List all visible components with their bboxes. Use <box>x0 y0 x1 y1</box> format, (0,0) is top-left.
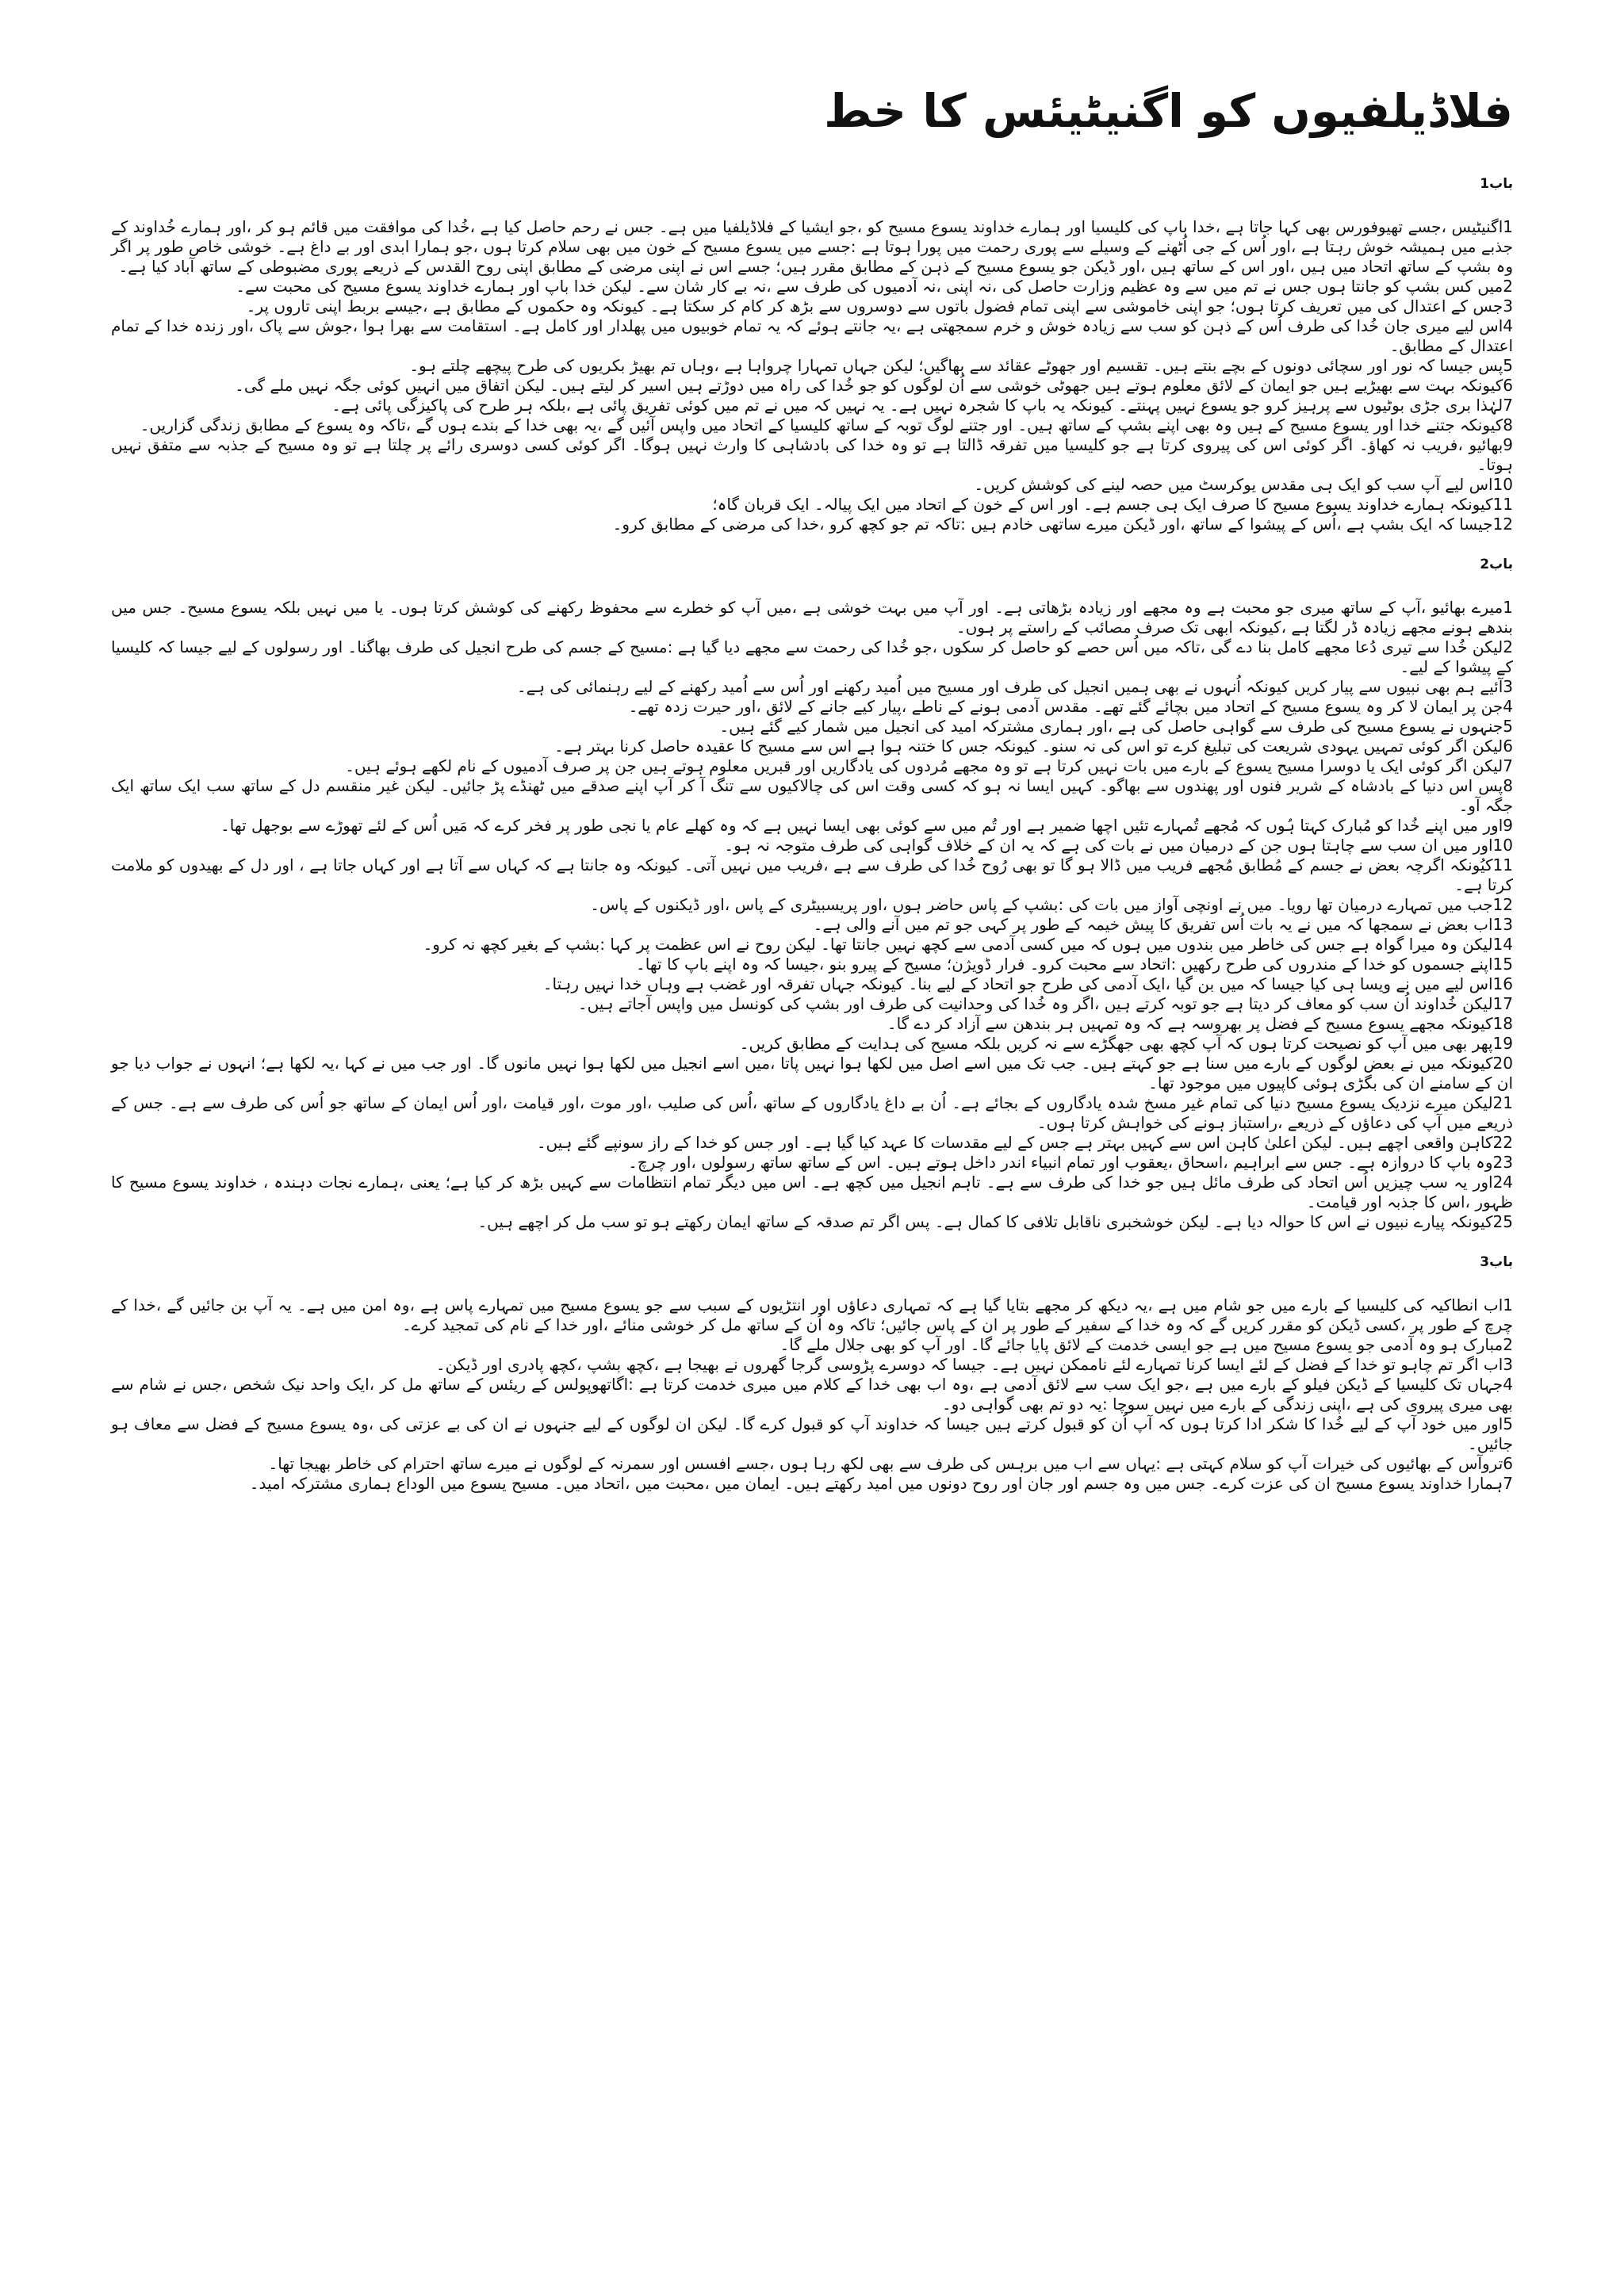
verse: 6تروآس کے بھائیوں کی خیرات آپ کو سلام کہتی ہے :یہاں سے اب میں برہس کی طرف سے بھی لکھ رہا ہوں ،جسے افسس اور سمرنہ کے لوگوں نے میرے ساتھ احترام کی خاطر بھیجا تھا۔ <box>268 1454 1513 1473</box>
verse: 21لیکن میرے نزدیک یسوع مسیح دنیا کی تمام غیر مسخ شدہ یادگاروں کے بجائے ہے۔ اُن بے داغ یادگاروں کے ساتھ ،اُس کی صلیب ،اور موت ،اور قیامت ،اور اُس ایمان کے ساتھ جو اُس کی طرف سے ہے۔ جس کے ذریعے میں آپ کی دعاؤں کے ذریعے ،راستباز ہونے کی خواہش کرتا ہوں۔ <box>111 1093 1513 1132</box>
verse: 25کیونکہ پیارے نبیوں نے اس کا حوالہ دیا ہے۔ لیکن خوشخبری ناقابل تلافی کا کمال ہے۔ پس اگر تم صدقہ کے ساتھ ایمان رکھتے ہو تو سب مل کر اچھے ہیں۔ <box>477 1212 1513 1231</box>
verse: 9اور میں اپنے خُدا کو مُبارک کہتا ہُوں کہ مُجھے تُمہارے تئیں اچھا ضمیر ہے اور تُم میں سے کوئی بھی ایسا نہیں ہے کہ وہ کھلے عام یا نجی طور پر فخر کرے کہ مَیں اُس کے لئے تھوڑے سے بوجھل تھا۔ <box>220 816 1513 835</box>
document-title: فلاڈیلفیوں کو اگنیٹیئس کا خط <box>824 84 1513 138</box>
chapter-2 <box>111 555 1513 1232</box>
verse: 11کیونکہ ہمارے خداوند یسوع مسیح کا صرف ایک ہی جسم ہے۔ اور اس کے خون کے اتحاد میں ایک پیالہ۔ ایک قربان گاہ؛ <box>712 495 1513 514</box>
chapter-heading: باب3 <box>1480 1254 1513 1270</box>
verse: 13اب بعض نے سمجھا کہ میں نے یہ بات اُس تفریق کا پیش خیمہ کے طور پر کہی جو تم میں آنے والی ہے۔ <box>813 915 1513 934</box>
chapter-3 <box>111 1253 1513 1494</box>
chapter-separator <box>111 534 1513 555</box>
verse: 8پس اس دنیا کے بادشاہ کے شریر فنوں اور پھندوں سے بھاگو۔ کہیں ایسا نہ ہو کہ کسی وقت اس کی چالاکیوں سے تنگ آ کر آپ اپنے صدقے میں ٹھنڈے پڑ جائیں۔ لیکن غیر منقسم دل کے ساتھ سب ایک ساتھ ایک جگہ آو۔ <box>111 776 1513 815</box>
verse: 19پھر بھی میں آپ کو نصیحت کرتا ہوں کہ آپ کچھ بھی جھگڑے سے نہ کریں بلکہ مسیح کی ہدایت کے مطابق کریں۔ <box>739 1034 1513 1053</box>
verse: 23وہ باپ کا دروازہ ہے۔ جس سے ابراہیم ،اسحاق ،یعقوب اور تمام انبیاء اندر داخل ہوتے ہیں۔ اس کے ساتھ ساتھ رسولوں ،اور چرچ۔ <box>628 1153 1513 1172</box>
chapter-separator <box>111 1232 1513 1253</box>
verse: 17لیکن خُداوند اُن سب کو معاف کر دیتا ہے جو توبہ کرتے ہیں ،اگر وہ خُدا کی وحدانیت کی طرف اور بشپ کی کونسل میں واپس آجاتے ہیں۔ <box>577 994 1513 1013</box>
verse: 7لہٰذا بری جڑی بوٹیوں سے پرہیز کرو جو یسوع نہیں پہنتے۔ کیونکہ یہ باپ کا شجرہ نہیں ہے۔ یہ نہیں کہ میں نے تم میں کوئی تفریق پائی ہے ،بلکہ ہر طرح کی پاکیزگی پائی ہے۔ <box>331 396 1513 415</box>
verse: 4جن پر ایمان لا کر وہ یسوع مسیح کے اتحاد میں بچائے گئے تھے۔ مقدس آدمی ہونے کے ناطے ،پیار کیے جانے کے لائق ،اور حیرت زدہ تھے۔ <box>628 697 1513 716</box>
verse: 20کیونکہ میں نے بعض لوگوں کے بارے میں سنا ہے جو کہتے ہیں۔ جب تک میں اسے اصل میں لکھا ہوا نہیں پاتا ،میں اسے انجیل میں لکھا ہوا نہیں مانوں گا۔ اور جب میں نے کہا ،یہ لکھا ہے؛ انہوں نے جواب دیا جو ان کے سامنے ان کی بگڑی ہوئی کاپیوں میں موجود تھا۔ <box>111 1054 1513 1093</box>
chapters-container <box>111 174 1513 1494</box>
chapter-heading: باب2 <box>1480 557 1513 572</box>
verse: 2لیکن خُدا سے تیری دُعا مجھے کامل بنا دے گی ،تاکہ میں اُس حصے کو حاصل کر سکوں ،جو خُدا کی رحمت سے مجھے دیا گیا ہے :مسیح کے جسم کی طرح انجیل کی طرف بھاگنا۔ اور رسولوں کے لیے جیسا کہ کلیسیا کے پیشوا کے لیے۔ <box>111 637 1513 676</box>
chapter-heading: باب1 <box>1480 176 1513 192</box>
verse: 14لیکن وہ میرا گواہ ہے جس کی خاطر میں بندوں میں ہوں کہ میں کسی آدمی سے کچھ نہیں جانتا تھا۔ لیکن روح نے اس عظمت پر کہا :بشپ کے بغیر کچھ نہ کرو۔ <box>423 935 1513 954</box>
verse: 2میں کس بشپ کو جانتا ہوں جس نے تم میں سے وہ عظیم وزارت حاصل کی ،نہ اپنی ،نہ آدمیوں کی طرف سے ،نہ بے کار شان سے۔ لیکن خدا باپ اور ہمارے خداوند یسوع مسیح کی محبت سے۔ <box>236 277 1513 296</box>
verse: 3آئیے ہم بھی نبیوں سے پیار کریں کیونکہ اُنہوں نے بھی ہمیں انجیل کی طرف اور مسیح میں اُمید رکھنے اور اُس سے اُمید رکھنے کے لیے رہنمائی کی ہے۔ <box>516 677 1513 696</box>
verse: 15اپنے جسموں کو خدا کے مندروں کی طرح رکھیں :اتحاد سے محبت کرو۔ فرار ڈویژن؛ مسیح کے پیرو بنو ،جیسا کہ وہ اپنے باپ کا تھا۔ <box>636 955 1513 974</box>
verse: 6لیکن اگر کوئی تمہیں یہودی شریعت کی تبلیغ کرے تو اس کی نہ سنو۔ کیونکہ جس کا ختنہ ہوا ہے اس سے مسیح کا عقیدہ حاصل کرنا بہتر ہے۔ <box>554 737 1513 756</box>
verse: 1میرے بھائیو ،آپ کے ساتھ میری جو محبت ہے وہ مجھے اور زیادہ بڑھاتی ہے۔ اور آپ میں بہت خوشی ہے ،میں آپ کو خطرے سے محفوظ رکھنے کی کوشش کرتا ہوں۔ یا میں نہیں بلکہ یسوع مسیح۔ جس میں بندھے ہونے مجھے زیادہ ڈر لگتا ہے ،کیونکہ ابھی تک صرف مصائب کے راستے پر ہوں۔ <box>111 598 1513 637</box>
verse: 7لیکن اگر کوئی ایک یا دوسرا مسیح یسوع کے بارے میں بات نہیں کرتا ہے تو وہ مجھے مُردوں کی یادگاریں اور قبریں معلوم ہوتے ہیں جن پر صرف آدمیوں کے نام لکھے ہوئے ہیں۔ <box>345 756 1513 775</box>
verse: 4اس لیے میری جان خُدا کی طرف اُس کے ذہن کو سب سے زیادہ خوش و خرم سمجھتی ہے ،یہ جانتے ہوئے کہ یہ تمام خوبیوں میں پھلدار اور کامل ہے۔ استقامت سے بھرا ہوا ،جوش سے پاک ،اور زندہ خدا کے تمام اعتدال کے مطابق۔ <box>111 316 1513 355</box>
verse: 9بھائیو ،فریب نہ کھاؤ۔ اگر کوئی اس کی پیروی کرتا ہے جو کلیسیا میں تفرقہ ڈالتا ہے تو وہ خدا کی بادشاہی کا وارث نہیں ہوگا۔ اگر کوئی کسی دوسری رائے پر چلتا ہے تو وہ مسیح کے جذبہ سے متفق نہیں ہوتا۔ <box>111 435 1513 474</box>
verse: 3اب اگر تم چاہو تو خدا کے فضل کے لئے ایسا کرنا تمہارے لئے ناممکن نہیں ہے۔ جیسا کہ دوسرے پڑوسی گرجا گھروں نے بھیجا ہے ،کچھ بشپ ،کچھ پادری اور ڈیکن۔ <box>435 1355 1513 1374</box>
verse: 24اور یہ سب چیزیں اُس اتحاد کی طرف مائل ہیں جو خدا کی طرف سے ہے۔ تاہم انجیل میں کچھ ہے۔ اس میں دیگر تمام انتظامات سے کہیں بڑھ کر کیا ہے؛ یعنی ،ہمارے نجات دہندہ ، خداوند یسوع مسیح کا ظہور ،اس کا جذبہ اور قیامت۔ <box>111 1173 1514 1211</box>
verse: 6کیونکہ بہت سے بھیڑیے ہیں جو ایمان کے لائق معلوم ہوتے ہیں جھوٹی خوشی سے اُن لوگوں کو جو خُدا کی راہ میں دوڑتے ہیں اسیر کر لیتے ہیں۔ لیکن اتفاق میں انہیں کوئی جگہ نہیں ملے گی۔ <box>235 376 1513 395</box>
verse: 12جیسا کہ ایک بشپ ہے ،اُس کے پیشوا کے ساتھ ،اور ڈیکن میرے ساتھی خادم ہیں :تاکہ تم جو کچھ کرو ،خدا کی مرضی کے مطابق کرو۔ <box>612 515 1513 534</box>
verse: 1اگنیٹیس ،جسے تھیوفورس بھی کہا جاتا ہے ،خدا باپ کی کلیسیا اور ہمارے خداوند یسوع مسیح کو ،جو ایشیا کے فلاڈیلفیا میں ہے۔ جس نے رحم حاصل کیا ہے ،خُدا کی موافقت میں قائم ہو کر ،اور ہمارے خُداوند کے جذبے میں ہمیشہ خوش رہتا ہے ،اور اُس کے جی اُٹھنے کے وسیلے سے پوری رحمت میں پورا ہوتا ہے :جسے میں یسوع مسیح کے خون میں بھی سلام کرتا ہوں ،جو ہمارا ابدی اور بے داغ ہے۔ خوشی خاص طور پر اگر وہ بشپ کے ساتھ اتحاد میں ہیں ،اور اس کے ساتھ ہیں ،اور ڈیکن جو یسوع مسیح کے ذہن کے مطابق مقرر ہیں؛ جسے اس نے اپنی مرضی کے مطابق اپنی روح القدس کے ذریعے پوری مضبوطی کے ساتھ آباد کیا ہے۔ <box>111 217 1513 276</box>
verse: 5پس جیسا کہ نور اور سچائی دونوں کے بچے بنتے ہیں۔ تقسیم اور جھوٹے عقائد سے بھاگیں؛ لیکن جہاں تمہارا چرواہا ہے ،وہاں تم بھیڑ بکریوں کی طرح پیچھے چلتے ہو۔ <box>409 356 1513 375</box>
verse: 4جہاں تک کلیسیا کے ڈیکن فیلو کے بارے میں ہے ،جو ایک سب سے لائق آدمی ہے ،وہ اب بھی خدا کے کلام میں میری خدمت کرتا ہے :اگاتھوپولس کے ریئس کے ساتھ مل کر ،ایک واحد نیک شخص ،جس نے شام سے بھی میری پیروی کی ہے ،اپنی زندگی کے بارے میں نہیں سوچا :یہ دو تم بھی گواہی دو۔ <box>111 1375 1513 1414</box>
chapter-1 <box>111 174 1513 534</box>
verse: 1اب انطاکیہ کی کلیسیا کے بارے میں جو شام میں ہے ،یہ دیکھ کر مجھے بتایا گیا ہے کہ تمہاری دعاؤں اور انتڑیوں کے سبب سے جو یسوع مسیح میں تمہارے پاس ہے ،وہ امن میں ہے۔ یہ آپ بن جائیں گے ،خدا کے چرچ کے طور پر ،کسی ڈیکن کو مقرر کریں گے کہ وہ خدا کے سفیر کے طور پر ان کے پاس جائیں؛ تاکہ وہ اُن کے ساتھ مل کر خوشی منائے ،اور خدا کے نام کی تمجید کرے۔ <box>111 1295 1513 1334</box>
verse: 18کیونکہ مجھے یسوع مسیح کے فضل پر بھروسہ ہے کہ وہ تمہیں ہر بندھن سے آزاد کر دے گا۔ <box>887 1014 1513 1033</box>
verse: 10اس لیے آپ سب کو ایک ہی مقدس یوکرسٹ میں حصہ لینے کی کوشش کریں۔ <box>974 475 1513 494</box>
verse: 11کیُونکہ اگرچہ بعض نے جسم کے مُطابق مُجھے فریب میں ڈالا ہو گا تو بھی رُوح خُدا کی طرف سے ہے ،فریب میں نہیں آتی۔ کیونکہ وہ جانتا ہے کہ کہاں سے آتا ہے اور کہاں جاتا ہے ، اور دل کے بھیدوں کو ملامت کرتا ہے۔ <box>111 855 1513 894</box>
verse: 8کیونکہ جتنے خدا اور یسوع مسیح کے ہیں وہ بھی اپنے بشپ کے ساتھ ہیں۔ اور جتنے لوگ توبہ کے ساتھ کلیسیا کے اتحاد میں واپس آئیں گے ،یہ بھی خدا کے بندے ہوں گے ،تاکہ وہ یسوع کے مطابق زندگی گزاریں۔ <box>140 415 1513 434</box>
verse: 5اور میں خود آپ کے لیے خُدا کا شکر ادا کرتا ہوں کہ آپ اُن کو قبول کرتے ہیں جیسا کہ خداوند آپ کو قبول کرے گا۔ لیکن ان لوگوں کے لیے جنہوں نے ان کی بے عزتی کی ،وہ یسوع مسیح کے فضل سے معاف ہو جائیں۔ <box>111 1414 1513 1453</box>
verse: 2مبارک ہو وہ آدمی جو یسوع مسیح میں ہے جو ایسی خدمت کے لائق پایا جائے گا۔ اور آپ کو بھی جلال ملے گا۔ <box>779 1335 1513 1354</box>
verse: 12جب میں تمہارے درمیان تھا رویا۔ میں نے اونچی آواز میں بات کی :بشپ کے پاس حاضر ہوں ،اور پریسبیٹری کے پاس ،اور ڈیکنوں کے پاس۔ <box>590 895 1513 914</box>
verse: 22کاہن واقعی اچھے ہیں۔ لیکن اعلیٰ کاہن اس سے کہیں بہتر ہے جس کے لیے مقدسات کا عہد کیا گیا ہے۔ اور جس کو خدا کے راز سونپے گئے ہیں۔ <box>536 1133 1513 1152</box>
verse: 5جنہوں نے یسوع مسیح کی طرف سے گواہی حاصل کی ہے ،اور ہماری مشترکہ امید کی انجیل میں شمار کیے گئے ہیں۔ <box>719 717 1513 736</box>
verse: 7ہمارا خداوند یسوع مسیح ان کی عزت کرے۔ جس میں وہ جسم اور جان اور روح دونوں میں امید رکھتے ہیں۔ ایمان میں ،محبت میں ،اتحاد میں۔ مسیح یسوع میں الوداع ہماری مشترکہ امید۔ <box>249 1474 1513 1493</box>
verse: 3جس کے اعتدال کی میں تعریف کرتا ہوں؛ جو اپنی خاموشی سے اپنی تمام فضول باتوں سے دوسروں سے بڑھ کر کام کر سکتا ہے۔ کیونکہ وہ حکموں کے مطابق ہے ،جیسے بربط اپنی تاروں پر۔ <box>246 297 1513 316</box>
verse: 10اور میں ان سب سے چاہتا ہوں جن کے درمیان میں نے بات کی ہے کہ یہ ان کے خلاف گواہی کی طرف متوجہ نہ ہو۔ <box>724 836 1513 855</box>
verse: 16اس لیے میں نے ویسا ہی کیا جیسا کہ میں بن گیا ،ایک آدمی کی طرح جو اتحاد کے لیے بنا۔ کیونکہ جہاں تفرقہ اور غضب ہے وہاں خدا نہیں رہتا۔ <box>542 974 1513 993</box>
